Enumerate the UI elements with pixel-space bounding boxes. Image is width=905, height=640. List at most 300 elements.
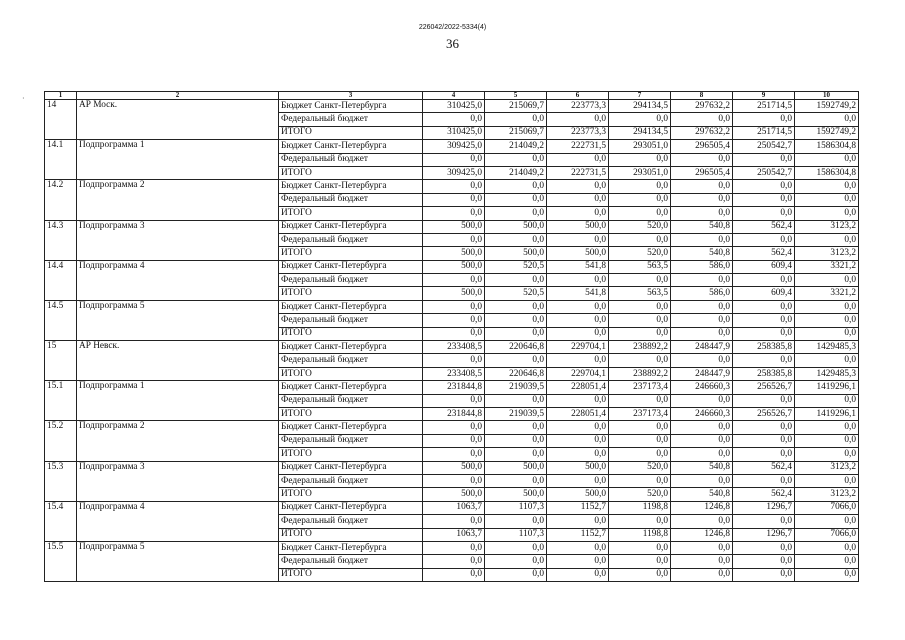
value-cell: 0,0 (485, 448, 547, 461)
value-cell: 0,0 (671, 327, 733, 340)
value-cell: 251714,5 (733, 100, 795, 113)
funding-source: ИТОГО (279, 448, 423, 461)
value-cell: 1198,8 (609, 501, 671, 514)
value-cell: 1246,8 (671, 501, 733, 514)
value-cell: 220646,8 (485, 341, 547, 354)
table-row (45, 341, 859, 354)
funding-source: Бюджет Санкт-Петербурга (279, 501, 423, 514)
value-cell: 1419296,1 (795, 407, 859, 420)
value-cell: 228051,4 (547, 407, 609, 420)
value-cell: 0,0 (423, 274, 485, 287)
funding-source: Федеральный бюджет (279, 274, 423, 287)
column-header-3: 3 (279, 92, 423, 100)
value-cell: 0,0 (609, 113, 671, 126)
value-cell: 3123,2 (795, 488, 859, 501)
table-body (45, 92, 859, 582)
table-row (45, 381, 859, 394)
row-name: Подпрограмма 5 (77, 300, 279, 340)
value-cell: 0,0 (671, 314, 733, 327)
value-cell: 229704,1 (547, 367, 609, 380)
value-cell: 238892,2 (609, 341, 671, 354)
table-row (45, 421, 859, 434)
value-cell: 0,0 (485, 515, 547, 528)
value-cell: 258385,8 (733, 341, 795, 354)
value-cell: 214049,2 (485, 166, 547, 179)
value-cell: 1429485,3 (795, 367, 859, 380)
value-cell: 1419296,1 (795, 381, 859, 394)
value-cell: 3321,2 (795, 287, 859, 300)
value-cell: 0,0 (671, 555, 733, 568)
value-cell: 0,0 (485, 541, 547, 554)
value-cell: 0,0 (795, 274, 859, 287)
value-cell: 0,0 (671, 515, 733, 528)
value-cell: 0,0 (609, 555, 671, 568)
value-cell: 0,0 (423, 193, 485, 206)
value-cell: 215069,7 (485, 126, 547, 139)
value-cell: 222731,5 (547, 140, 609, 153)
value-cell: 297632,2 (671, 126, 733, 139)
value-cell: 562,4 (733, 461, 795, 474)
value-cell: 0,0 (795, 193, 859, 206)
value-cell: 0,0 (547, 474, 609, 487)
funding-source: ИТОГО (279, 568, 423, 581)
value-cell: 0,0 (485, 474, 547, 487)
value-cell: 0,0 (547, 555, 609, 568)
value-cell: 562,4 (733, 488, 795, 501)
value-cell: 0,0 (733, 113, 795, 126)
value-cell: 0,0 (795, 327, 859, 340)
funding-source: Федеральный бюджет (279, 474, 423, 487)
value-cell: 0,0 (609, 274, 671, 287)
value-cell: 309425,0 (423, 140, 485, 153)
value-cell: 0,0 (423, 568, 485, 581)
funding-source: Федеральный бюджет (279, 314, 423, 327)
value-cell: 500,0 (547, 220, 609, 233)
funding-source: Федеральный бюджет (279, 153, 423, 166)
value-cell: 0,0 (609, 515, 671, 528)
value-cell: 0,0 (609, 193, 671, 206)
value-cell: 231844,8 (423, 407, 485, 420)
value-cell: 0,0 (485, 421, 547, 434)
value-cell: 0,0 (733, 327, 795, 340)
value-cell: 0,0 (795, 555, 859, 568)
value-cell: 219039,5 (485, 407, 547, 420)
value-cell: 0,0 (671, 233, 733, 246)
funding-source: ИТОГО (279, 488, 423, 501)
row-name: Подпрограмма 3 (77, 461, 279, 501)
row-name: Подпрограмма 1 (77, 140, 279, 180)
funding-source: Бюджет Санкт-Петербурга (279, 461, 423, 474)
funding-source: ИТОГО (279, 126, 423, 139)
funding-source: Федеральный бюджет (279, 113, 423, 126)
value-cell: 0,0 (795, 474, 859, 487)
value-cell: 7066,0 (795, 501, 859, 514)
value-cell: 237173,4 (609, 407, 671, 420)
column-header-2: 2 (77, 92, 279, 100)
value-cell: 250542,7 (733, 140, 795, 153)
value-cell: 1152,7 (547, 501, 609, 514)
value-cell: 540,8 (671, 220, 733, 233)
value-cell: 0,0 (423, 300, 485, 313)
value-cell: 0,0 (733, 153, 795, 166)
value-cell: 1592749,2 (795, 126, 859, 139)
value-cell: 500,0 (423, 260, 485, 273)
value-cell: 1246,8 (671, 528, 733, 541)
value-cell: 0,0 (609, 327, 671, 340)
value-cell: 520,0 (609, 488, 671, 501)
value-cell: 0,0 (423, 327, 485, 340)
value-cell: 586,0 (671, 287, 733, 300)
funding-source: Бюджет Санкт-Петербурга (279, 541, 423, 554)
value-cell: 1296,7 (733, 528, 795, 541)
value-cell: 214049,2 (485, 140, 547, 153)
value-cell: 0,0 (423, 207, 485, 220)
value-cell: 0,0 (547, 354, 609, 367)
funding-source: ИТОГО (279, 528, 423, 541)
value-cell: 0,0 (423, 354, 485, 367)
value-cell: 0,0 (547, 434, 609, 447)
value-cell: 0,0 (671, 193, 733, 206)
funding-source: Федеральный бюджет (279, 555, 423, 568)
table-row (45, 220, 859, 233)
table-header-row (45, 92, 859, 100)
value-cell: 500,0 (485, 220, 547, 233)
value-cell: 0,0 (671, 207, 733, 220)
value-cell: 0,0 (423, 153, 485, 166)
value-cell: 293051,0 (609, 140, 671, 153)
value-cell: 0,0 (795, 180, 859, 193)
value-cell: 0,0 (547, 207, 609, 220)
funding-source: ИТОГО (279, 247, 423, 260)
value-cell: 0,0 (733, 300, 795, 313)
value-cell: 0,0 (423, 314, 485, 327)
value-cell: 0,0 (609, 541, 671, 554)
value-cell: 0,0 (671, 180, 733, 193)
value-cell: 0,0 (423, 448, 485, 461)
table-row (45, 100, 859, 113)
value-cell: 1586304,8 (795, 166, 859, 179)
value-cell: 0,0 (671, 434, 733, 447)
value-cell: 500,0 (423, 247, 485, 260)
value-cell: 586,0 (671, 260, 733, 273)
value-cell: 0,0 (795, 354, 859, 367)
value-cell: 250542,7 (733, 166, 795, 179)
value-cell: 0,0 (423, 515, 485, 528)
value-cell: 231844,8 (423, 381, 485, 394)
value-cell: 0,0 (795, 153, 859, 166)
value-cell: 0,0 (485, 394, 547, 407)
value-cell: 223773,3 (547, 100, 609, 113)
value-cell: 0,0 (485, 434, 547, 447)
value-cell: 0,0 (609, 421, 671, 434)
value-cell: 233408,5 (423, 367, 485, 380)
row-code: 15.3 (45, 461, 77, 501)
value-cell: 0,0 (547, 153, 609, 166)
value-cell: 563,5 (609, 260, 671, 273)
value-cell: 237173,4 (609, 381, 671, 394)
value-cell: 0,0 (671, 274, 733, 287)
value-cell: 0,0 (547, 421, 609, 434)
value-cell: 520,5 (485, 260, 547, 273)
value-cell: 223773,3 (547, 126, 609, 139)
value-cell: 0,0 (733, 474, 795, 487)
row-name: Подпрограмма 5 (77, 541, 279, 581)
value-cell: 0,0 (547, 568, 609, 581)
margin-mark: · (22, 94, 25, 103)
value-cell: 0,0 (485, 207, 547, 220)
value-cell: 258385,8 (733, 367, 795, 380)
value-cell: 541,8 (547, 287, 609, 300)
value-cell: 0,0 (609, 394, 671, 407)
column-header-5: 5 (485, 92, 547, 100)
value-cell: 0,0 (733, 515, 795, 528)
value-cell: 520,0 (609, 247, 671, 260)
value-cell: 500,0 (547, 247, 609, 260)
value-cell: 0,0 (547, 274, 609, 287)
value-cell: 0,0 (733, 434, 795, 447)
row-code: 15.5 (45, 541, 77, 581)
table-row (45, 180, 859, 193)
value-cell: 0,0 (547, 180, 609, 193)
value-cell: 0,0 (609, 153, 671, 166)
value-cell: 0,0 (733, 555, 795, 568)
value-cell: 0,0 (423, 434, 485, 447)
value-cell: 0,0 (547, 233, 609, 246)
value-cell: 0,0 (795, 541, 859, 554)
value-cell: 0,0 (795, 515, 859, 528)
value-cell: 0,0 (485, 354, 547, 367)
value-cell: 1592749,2 (795, 100, 859, 113)
value-cell: 0,0 (795, 568, 859, 581)
value-cell: 0,0 (733, 448, 795, 461)
value-cell: 563,5 (609, 287, 671, 300)
value-cell: 0,0 (485, 555, 547, 568)
value-cell: 0,0 (485, 193, 547, 206)
table-row (45, 461, 859, 474)
value-cell: 0,0 (795, 113, 859, 126)
value-cell: 0,0 (733, 421, 795, 434)
value-cell: 0,0 (485, 180, 547, 193)
table-row (45, 300, 859, 313)
value-cell: 0,0 (671, 153, 733, 166)
funding-source: ИТОГО (279, 407, 423, 420)
value-cell: 0,0 (733, 568, 795, 581)
value-cell: 246660,3 (671, 407, 733, 420)
value-cell: 233408,5 (423, 341, 485, 354)
value-cell: 609,4 (733, 260, 795, 273)
value-cell: 1107,3 (485, 501, 547, 514)
value-cell: 0,0 (485, 113, 547, 126)
value-cell: 500,0 (485, 488, 547, 501)
funding-source: Бюджет Санкт-Петербурга (279, 381, 423, 394)
value-cell: 0,0 (671, 300, 733, 313)
table-row (45, 260, 859, 273)
value-cell: 3123,2 (795, 220, 859, 233)
row-code: 14.3 (45, 220, 77, 260)
value-cell: 0,0 (485, 568, 547, 581)
value-cell: 0,0 (547, 448, 609, 461)
document-id: 226042/2022-5334(4) (418, 24, 487, 31)
value-cell: 562,4 (733, 220, 795, 233)
value-cell: 0,0 (485, 314, 547, 327)
funding-source: Федеральный бюджет (279, 193, 423, 206)
funding-source: ИТОГО (279, 287, 423, 300)
value-cell: 0,0 (423, 541, 485, 554)
funding-source: ИТОГО (279, 166, 423, 179)
value-cell: 309425,0 (423, 166, 485, 179)
value-cell: 0,0 (671, 113, 733, 126)
row-name: Подпрограмма 2 (77, 180, 279, 220)
column-header-6: 6 (547, 92, 609, 100)
funding-source: Федеральный бюджет (279, 394, 423, 407)
value-cell: 246660,3 (671, 381, 733, 394)
value-cell: 256526,7 (733, 381, 795, 394)
value-cell: 1107,3 (485, 528, 547, 541)
value-cell: 0,0 (547, 327, 609, 340)
funding-source: Федеральный бюджет (279, 233, 423, 246)
value-cell: 3321,2 (795, 260, 859, 273)
value-cell: 500,0 (485, 461, 547, 474)
value-cell: 540,8 (671, 488, 733, 501)
value-cell: 0,0 (671, 541, 733, 554)
page-number: 36 (446, 36, 459, 51)
value-cell: 248447,9 (671, 341, 733, 354)
value-cell: 562,4 (733, 247, 795, 260)
row-name: Подпрограмма 1 (77, 381, 279, 421)
value-cell: 0,0 (671, 448, 733, 461)
value-cell: 0,0 (609, 434, 671, 447)
funding-source: Бюджет Санкт-Петербурга (279, 260, 423, 273)
value-cell: 0,0 (733, 354, 795, 367)
value-cell: 0,0 (423, 180, 485, 193)
row-code: 15.4 (45, 501, 77, 541)
value-cell: 0,0 (547, 541, 609, 554)
value-cell: 0,0 (733, 541, 795, 554)
value-cell: 0,0 (423, 394, 485, 407)
row-name: АР Моск. (77, 100, 279, 140)
value-cell: 0,0 (671, 354, 733, 367)
value-cell: 500,0 (423, 461, 485, 474)
value-cell: 1063,7 (423, 501, 485, 514)
funding-source: ИТОГО (279, 367, 423, 380)
value-cell: 0,0 (795, 421, 859, 434)
value-cell: 238892,2 (609, 367, 671, 380)
row-code: 14.4 (45, 260, 77, 300)
value-cell: 7066,0 (795, 528, 859, 541)
value-cell: 0,0 (609, 448, 671, 461)
value-cell: 294134,5 (609, 126, 671, 139)
value-cell: 500,0 (547, 488, 609, 501)
value-cell: 0,0 (423, 474, 485, 487)
row-code: 14 (45, 100, 77, 140)
funding-source: Бюджет Санкт-Петербурга (279, 300, 423, 313)
value-cell: 0,0 (547, 113, 609, 126)
value-cell: 0,0 (795, 314, 859, 327)
value-cell: 0,0 (485, 153, 547, 166)
value-cell: 1198,8 (609, 528, 671, 541)
value-cell: 0,0 (423, 233, 485, 246)
row-code: 15.1 (45, 381, 77, 421)
value-cell: 0,0 (671, 474, 733, 487)
value-cell: 0,0 (609, 233, 671, 246)
value-cell: 540,8 (671, 247, 733, 260)
row-code: 15.2 (45, 421, 77, 461)
value-cell: 0,0 (547, 193, 609, 206)
value-cell: 0,0 (547, 300, 609, 313)
value-cell: 0,0 (485, 327, 547, 340)
value-cell: 0,0 (547, 394, 609, 407)
funding-source: Федеральный бюджет (279, 434, 423, 447)
value-cell: 1152,7 (547, 528, 609, 541)
value-cell: 0,0 (795, 233, 859, 246)
value-cell: 0,0 (485, 300, 547, 313)
row-name: Подпрограмма 2 (77, 421, 279, 461)
value-cell: 0,0 (547, 515, 609, 528)
row-code: 14.2 (45, 180, 77, 220)
value-cell: 0,0 (609, 314, 671, 327)
table-row (45, 501, 859, 514)
value-cell: 0,0 (485, 233, 547, 246)
value-cell: 541,8 (547, 260, 609, 273)
value-cell: 500,0 (547, 461, 609, 474)
value-cell: 0,0 (671, 568, 733, 581)
column-header-4: 4 (423, 92, 485, 100)
value-cell: 0,0 (733, 394, 795, 407)
column-header-8: 8 (671, 92, 733, 100)
value-cell: 3123,2 (795, 247, 859, 260)
funding-source: Бюджет Санкт-Петербурга (279, 220, 423, 233)
value-cell: 0,0 (733, 180, 795, 193)
funding-source: Федеральный бюджет (279, 354, 423, 367)
row-name: АР Невск. (77, 341, 279, 381)
row-code: 15 (45, 341, 77, 381)
value-cell: 297632,2 (671, 100, 733, 113)
value-cell: 220646,8 (485, 367, 547, 380)
value-cell: 1429485,3 (795, 341, 859, 354)
value-cell: 0,0 (795, 394, 859, 407)
value-cell: 293051,0 (609, 166, 671, 179)
value-cell: 215069,7 (485, 100, 547, 113)
value-cell: 3123,2 (795, 461, 859, 474)
row-code: 14.5 (45, 300, 77, 340)
row-code: 14.1 (45, 140, 77, 180)
value-cell: 296505,4 (671, 166, 733, 179)
value-cell: 0,0 (733, 274, 795, 287)
value-cell: 0,0 (795, 207, 859, 220)
funding-source: ИТОГО (279, 207, 423, 220)
row-name: Подпрограмма 4 (77, 501, 279, 541)
value-cell: 0,0 (423, 113, 485, 126)
value-cell: 251714,5 (733, 126, 795, 139)
value-cell: 1296,7 (733, 501, 795, 514)
funding-source: ИТОГО (279, 327, 423, 340)
funding-source: Бюджет Санкт-Петербурга (279, 421, 423, 434)
value-cell: 0,0 (609, 354, 671, 367)
funding-source: Бюджет Санкт-Петербурга (279, 180, 423, 193)
value-cell: 0,0 (609, 568, 671, 581)
value-cell: 219039,5 (485, 381, 547, 394)
value-cell: 0,0 (733, 314, 795, 327)
row-name: Подпрограмма 4 (77, 260, 279, 300)
value-cell: 0,0 (733, 193, 795, 206)
value-cell: 0,0 (671, 421, 733, 434)
value-cell: 222731,5 (547, 166, 609, 179)
value-cell: 609,4 (733, 287, 795, 300)
value-cell: 500,0 (423, 287, 485, 300)
value-cell: 296505,4 (671, 140, 733, 153)
budget-table (44, 91, 859, 582)
funding-source: Бюджет Санкт-Петербурга (279, 140, 423, 153)
